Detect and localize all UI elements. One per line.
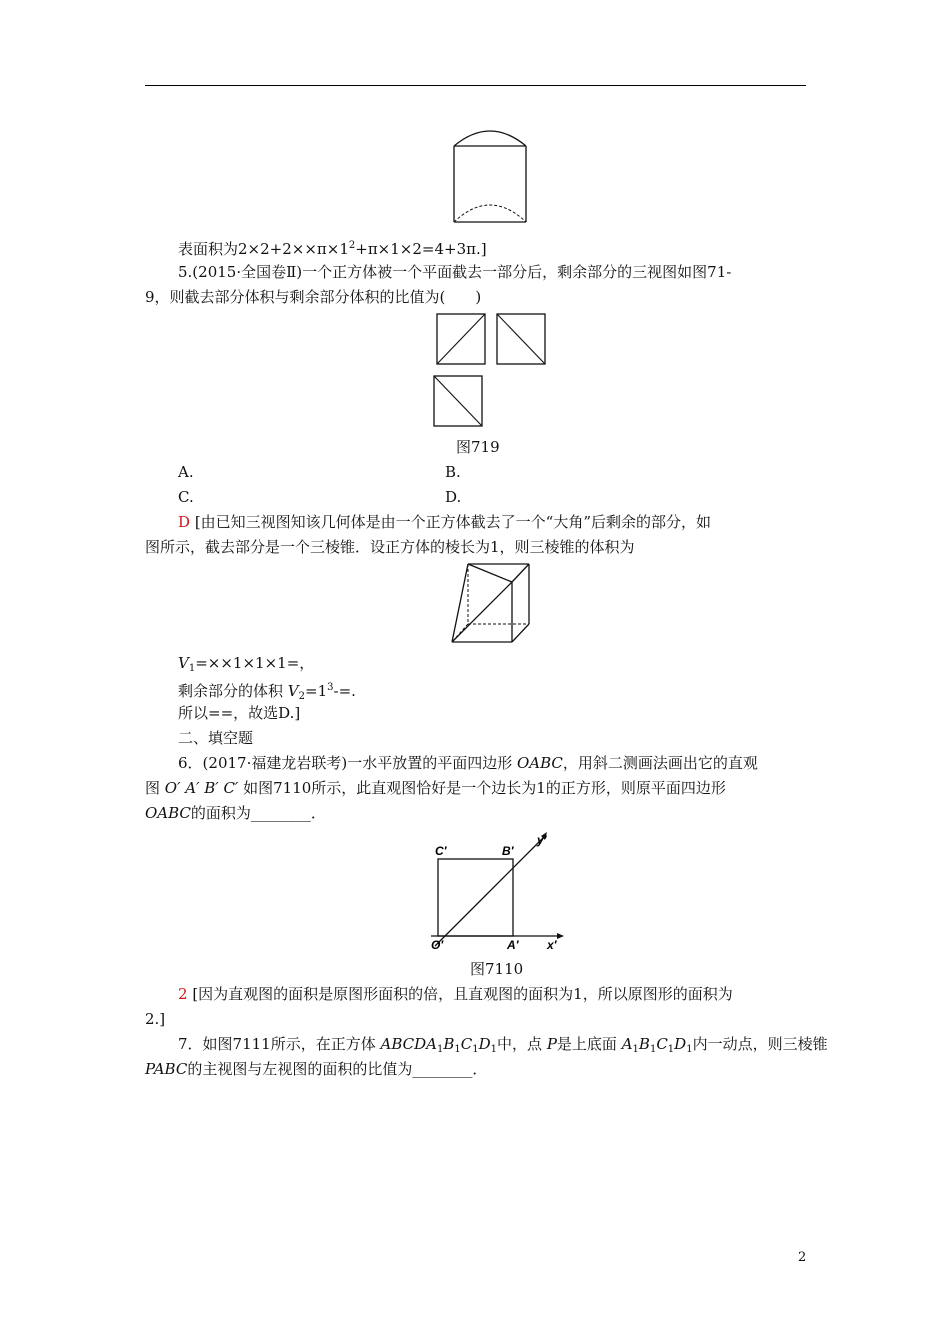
page-number: 2 (798, 1250, 807, 1265)
label-b: B′ (502, 844, 514, 858)
v1-formula: $V_1=\times\times 1\times 1\times 1=$， (178, 654, 315, 674)
q5-line-1: 5.(2015·全国卷Ⅱ)一个正方体被一个平面截去一部分后，剩余部分的三视图如图71- (178, 263, 732, 281)
v2-formula: 剩余部分的体积 $V_2=1^3-=$. (178, 682, 356, 702)
q5-solution-line-2: 图所示，截去部分是一个三棱锥．设正方体的棱长为1，则三棱锥的体积为 (145, 538, 635, 556)
cut-cube-figure (448, 560, 534, 648)
option-d: D. (445, 488, 462, 506)
q6-solution-line-1: 2 [因为直观图的面积是原图形面积的倍，且直观图的面积为1，所以原图形的面积为 (178, 985, 733, 1003)
option-a: A. (178, 463, 194, 481)
header-rule (145, 85, 806, 86)
q6-line-2: 图 O′ A′ B′ C′ 如图7110所示，此直观图恰好是一个边长为1的正方形，则原平面四边形 (145, 779, 726, 797)
q6-line-1: 6．(2017·福建龙岩联考)一水平放置的平面四边形 OABC，用斜二测画法画出它的直观 (178, 754, 758, 772)
surface-area-line: 表面积为$2\times 2+2\times\times\pi\times 1^2+\pi\times 1\times 2=4+3\pi$.] (178, 240, 487, 258)
q5-answer: D (178, 513, 191, 531)
q7-line-1: 7．如图7111所示，在正方体 $ABCDA_1B_1C_1D_1$中，点 P是上底面 $A_1B_1C_1D_1$内一动点，则三棱锥 (178, 1035, 828, 1055)
q6-answer: 2 (178, 985, 188, 1003)
q5-conclusion: 所以==，故选D.] (178, 704, 301, 722)
label-y: y′ (537, 833, 547, 847)
q5-solution-line-1: D [由已知三视图知该几何体是由一个正方体截去了一个“大角”后剩余的部分，如 (178, 513, 712, 531)
option-b: B. (445, 463, 461, 481)
q5-line-2: 9，则截去部分体积与剩余部分体积的比值为( ) (145, 288, 482, 306)
label-o: O′ (431, 938, 444, 952)
label-a: A′ (507, 938, 519, 952)
q7-line-2: PABC的主视图与左视图的面积的比值为________． (145, 1060, 488, 1078)
three-views-figure (430, 312, 552, 430)
half-cylinder-figure (445, 122, 535, 228)
figure-7110-caption: 图7110 (470, 960, 524, 978)
q6-line-3: OABC的面积为________． (145, 804, 326, 822)
label-x: x′ (547, 938, 557, 952)
oblique-square-figure (425, 826, 565, 952)
label-c: C′ (435, 844, 447, 858)
figure-719-caption: 图719 (456, 438, 500, 456)
q6-solution-line-2: 2.] (145, 1010, 166, 1028)
option-c: C. (178, 488, 194, 506)
section-heading: 二、填空题 (178, 729, 254, 747)
